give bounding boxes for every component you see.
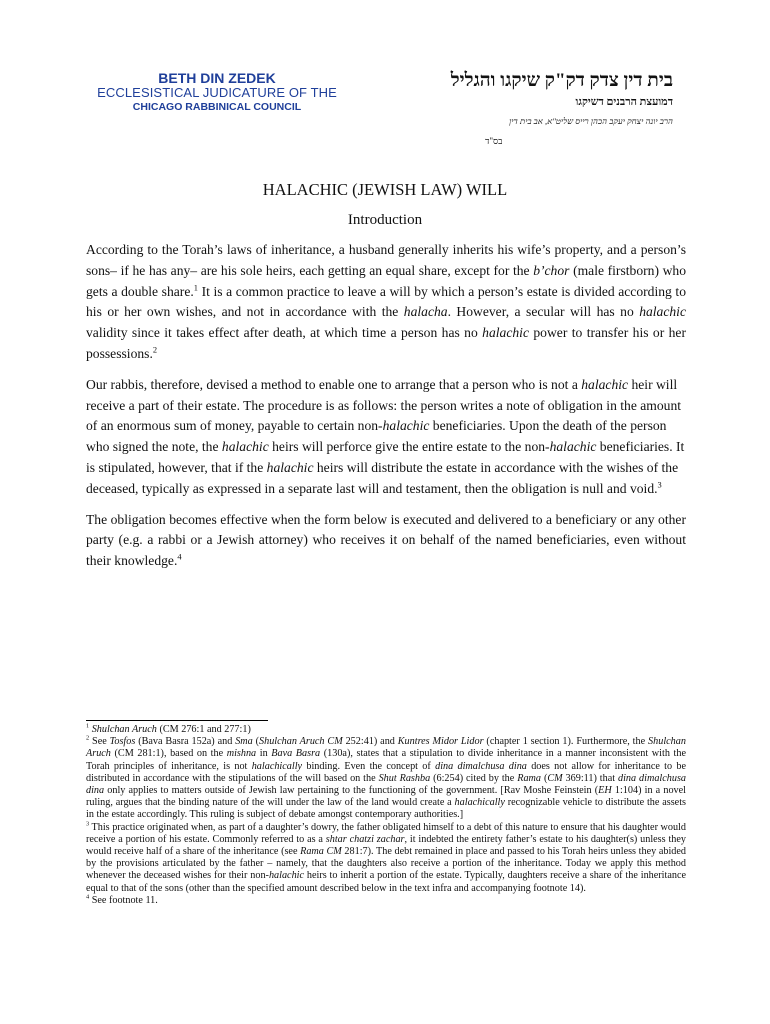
footnote-2: $^2$ See Tosfos (Bava Basra 152a) and Sma (Shulchan Aruch CM 252:41) and Kuntres Midor Lidor (chapter 1 section 1). Furthermore, the Shulchan Aruch (CM 281:1), based on the mishna in Bava Basra (130a), states that a stipulation to divide inheritance in a manner inconsistent with the Torah principles of inheritance, is not halachically binding. Even the concept of dina dimalchusa dina does not allow for inheritance to be distributed in accordance with the stipulations of the will based on the Shut Rashba (6:254) cited by the Rama (CM 369:11) that dina dimalchusa dina only applies to matters outside of Jewish law pertaining to the functioning of the government. [Rav Moshe Feinstein (EH 1:104) in a novel ruling, argues that the binding nature of the will under the law of the land would create a halachically recognizable vehicle to distribute the assets in the estate accordingly. This ruling is subject of debate amongst contemporary authorities.] xyxy=(86,734,687,821)
org-subtitle: ECCLESISTICAL JUDICATURE OF THE xyxy=(97,85,337,100)
footnote-ref: 1 xyxy=(193,282,198,293)
footnote-ref: 4 xyxy=(177,551,182,562)
paragraph-obligation: The obligation becomes effective when the form below is executed and delivered to a beneficiary or any other party (e.g. a rabbi or a Jewish attorney) who receives it on behalf of the named beneficiaries, even without their knowledge.$^4$ xyxy=(86,511,686,569)
letterhead-hebrew xyxy=(413,70,673,148)
footnotes xyxy=(86,720,686,907)
footnote-divider xyxy=(86,720,268,721)
hebrew-head-rabbi: הרב יונה יצחק יעקב הכהן רייס שליט"א, אב בית דין xyxy=(509,116,673,126)
section-heading: Introduction xyxy=(347,212,423,228)
paragraph-method: Our rabbis, therefore, devised a method to enable one to arrange that a person who is not a halachic heir will receive a part of their estate. The procedure is as follows: the person writes a note of obligation in the amount of an enormous sum of money, payable to certain non-halachic beneficiaries. Upon the death of the person who signed the note, the halachic heirs will perforce give the entire estate to the non-halachic beneficiaries. It is stipulated, however, that if the halachic heirs will distribute the estate in accordance with the wishes of the deceased, typically as expressed in a separate last will and testament, then the obligation is null and void.$^3$ xyxy=(86,376,685,496)
footnote-ref: 2 xyxy=(152,344,158,355)
footnote-1: $^1$ Shulchan Aruch (CM 276:1 and 277:1) xyxy=(86,722,251,735)
hebrew-org-name: בית דין צדק דק"ק שיקגו והגליל xyxy=(450,70,673,91)
page-title: HALACHIC (JEWISH LAW) WILL xyxy=(262,180,508,199)
hebrew-besiyata: בס"ד xyxy=(485,136,503,146)
paragraph-inheritance: According to the Torah’s laws of inheritance, a husband generally inherits his wife’s property, and a person’s sons– if he has any– are his sole heirs, each getting an equal share, except for the b’chor (male firstborn) who gets a double share.$^1$ It is a common practice to leave a will by which a person’s estate is divided according to his or her own wishes, and not in accordance with the halacha. However, a secular will has no halachic validity since it takes effect after death, at which time a person has no halachic power to transfer his or her possessions.$^2$ xyxy=(86,242,686,361)
org-council: CHICAGO RABBINICAL COUNCIL xyxy=(132,101,302,113)
footnote-ref: 3 xyxy=(657,479,662,490)
footnote-4: $^4$ See footnote 11. xyxy=(86,893,158,906)
footnote-3: $^3$ This practice originated when, as part of a daughter’s dowry, the father obligated himself to a debt of this nature to ensure that his daughter would receive a portion of his estate. Commonly referred to as a shtar chatzi zachar, it indebted the entirety father’s estate to his daughter(s) unless they would receive half of a share of the inheritance (see Rama CM 281:7). The debt remained in place and passed to his Torah heirs unless they abided by the provisions articulated by the father – namely, that the daughters also receive a portion of the inheritance. Today we apply this method whenever the deceased wishes for their non-halachic heirs to inherit a portion of the estate. Typically, daughters receive a share of the inheritance equal to that of the sons (other than the specified amount described below in the text infra and accompanying footnote 14). xyxy=(86,820,687,894)
letterhead-english xyxy=(97,70,337,114)
document-body xyxy=(86,240,686,582)
org-name: BETH DIN ZEDEK xyxy=(158,70,276,86)
hebrew-org-subtitle: דמועצת הרבנים דשיקגו xyxy=(575,96,673,108)
